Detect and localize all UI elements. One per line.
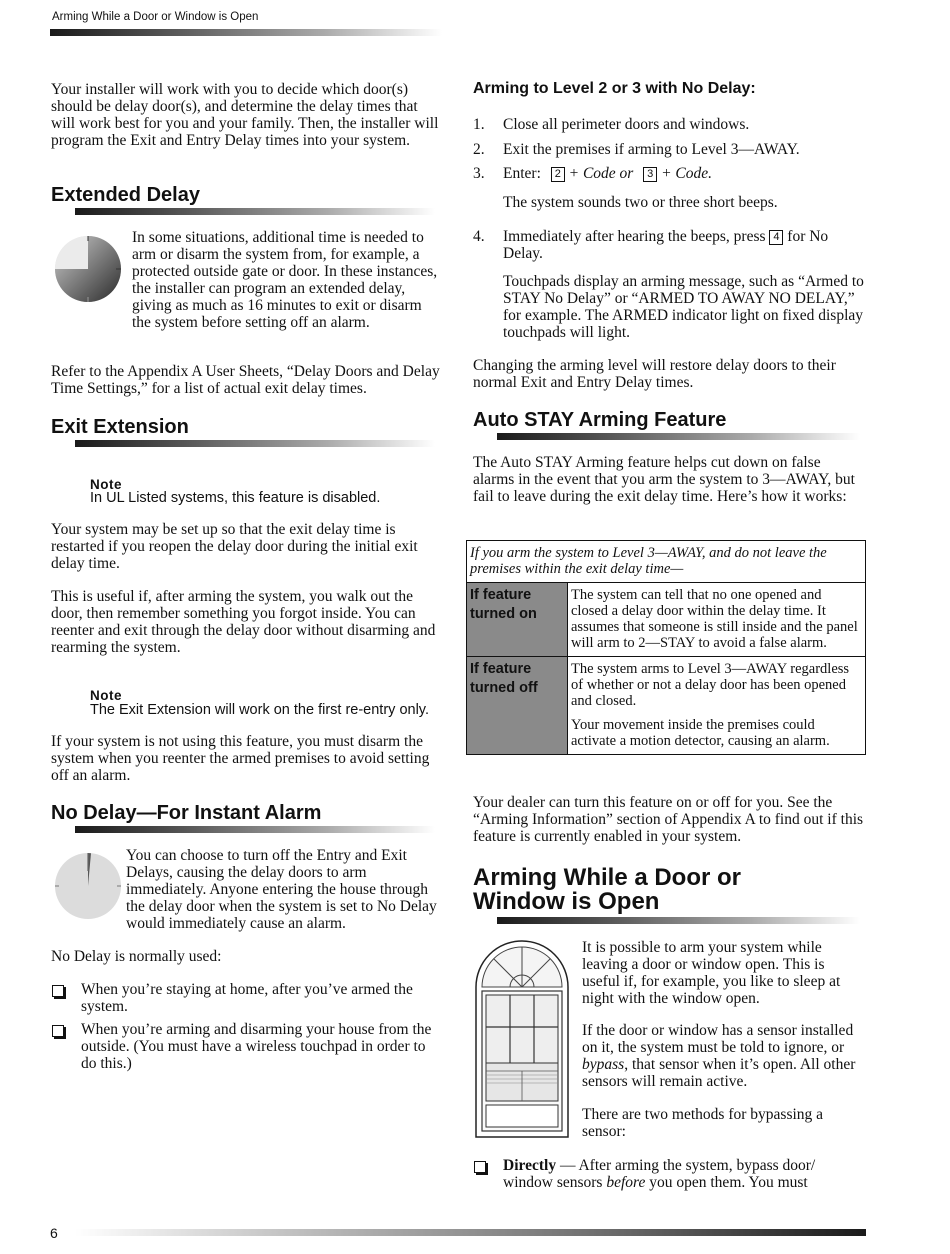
- checkbox-bullet-icon: [474, 1161, 486, 1173]
- list-item: [52, 1024, 64, 1042]
- page-number: 6: [50, 1225, 58, 1241]
- directly-bullet: [503, 1157, 865, 1191]
- bypass-emphasis: bypass: [582, 1056, 625, 1073]
- list-item: [52, 984, 64, 1002]
- step-3-line: [503, 165, 712, 182]
- no-delay-bullet-1: When you’re staying at home, after you’ve armed the system.: [81, 981, 413, 1015]
- auto-stay-table: [466, 540, 866, 755]
- feature-off-description: [568, 657, 866, 755]
- auto-stay-rule: [497, 433, 860, 440]
- step-number: 1.: [473, 116, 485, 133]
- feature-on-description: The system can tell that no one opened and closed a delay door within the delay time. It assumes that someone is still inside and the panel will arm to 2—STAY to avoid a false alarm.: [568, 583, 866, 657]
- clock-extended-delay-icon: [53, 234, 123, 304]
- extended-delay-paragraph: In some situations, additional time is needed to arm or disarm the system from, for example, a protected outside gate or door. In these instances, the installer can program an extended delay, giving as much as 16 minutes to exit or disarm the system before setting off an alarm.: [132, 229, 438, 331]
- heading-line-1: Arming While a Door or: [473, 864, 742, 891]
- key-3: 3: [643, 167, 657, 182]
- arming-open-heading: [473, 866, 741, 914]
- note-first-reentry: The Exit Extension will work on the first re-entry only.: [90, 702, 429, 718]
- step-1-text: Close all perimeter doors and windows.: [503, 116, 750, 133]
- extended-delay-rule: [75, 208, 435, 215]
- header-rule: [50, 29, 442, 36]
- exit-extension-paragraph-1: Your system may be set up so that the exit delay time is restarted if you reopen the delay door during the initial exit delay time.: [51, 521, 418, 572]
- before-emphasis: before: [606, 1174, 646, 1191]
- feature-off-text-2: Your movement inside the premises could activate a motion detector, causing an alarm.: [571, 717, 830, 749]
- dealer-paragraph: Your dealer can turn this feature on or off for you. See the “Arming Information” section of Appendix A to find out if this feature is currently enabled in your system.: [473, 794, 864, 845]
- key-4: 4: [769, 230, 783, 245]
- arming-open-paragraph-1: It is possible to arm your system while leaving a door or window open. This is useful if, for example, you like to sleep at night with the window open.: [582, 939, 841, 1007]
- exit-extension-heading: Exit Extension: [51, 416, 189, 438]
- directly-label: Directly: [503, 1157, 557, 1174]
- footer-rule: [75, 1229, 866, 1236]
- step-number: 2.: [473, 141, 485, 158]
- step-4-subtext: Touchpads display an arming message, such as “Armed to STAY No Delay” or “ARMED TO AWAY NO DELAY,” for example. The ARMED indicator light on fixed display touchpads will light.: [503, 273, 864, 341]
- arming-open-rule: [497, 917, 860, 924]
- extended-delay-heading: Extended Delay: [51, 184, 200, 206]
- note-ul-listed: In UL Listed systems, this feature is disabled.: [90, 490, 381, 506]
- table-row: [467, 541, 866, 583]
- feature-on-label: If feature turned on: [467, 583, 568, 657]
- arming-open-paragraph-2: [582, 1022, 866, 1090]
- exit-extension-rule: [75, 440, 435, 447]
- key-2: 2: [551, 167, 565, 182]
- arming-open-paragraph-3: There are two methods for bypassing a sensor:: [582, 1106, 824, 1140]
- window-illustration-icon: [474, 939, 570, 1139]
- no-delay-arming-heading: Arming to Level 2 or 3 with No Delay:: [473, 80, 756, 97]
- no-delay-heading: No Delay—For Instant Alarm: [51, 802, 322, 824]
- exit-extension-paragraph-2: This is useful if, after arming the system, you walk out the door, then remember something you forgot inside. You can reenter and exit through the delay door without disarming and rearming the system.: [51, 588, 436, 656]
- running-header: Arming While a Door or Window is Open: [52, 11, 259, 23]
- checkbox-bullet-icon: [52, 1025, 64, 1037]
- feature-off-label: If feature turned off: [467, 657, 568, 755]
- step-4-text: [503, 228, 863, 262]
- code-text: + Code.: [661, 165, 713, 182]
- step-4-lead: Immediately after hearing the beeps, press: [503, 228, 766, 245]
- table-caption: If you arm the system to Level 3—AWAY, and do not leave the premises within the exit delay time—: [467, 541, 866, 583]
- appendix-reference-paragraph: Refer to the Appendix A User Sheets, “Delay Doors and Delay Time Settings,” for a list of actual exit delay times.: [51, 363, 440, 397]
- note-label: Note: [90, 688, 122, 703]
- checkbox-bullet-icon: [52, 985, 64, 997]
- auto-stay-paragraph: The Auto STAY Arming feature helps cut down on false alarms in the event that you arm the system to 3—AWAY, but fail to leave during the exit delay time. Here’s how it works:: [473, 454, 855, 505]
- list-item: [474, 1160, 486, 1178]
- exit-extension-paragraph-3: If your system is not using this feature, you must disarm the system when you reenter the armed premises to avoid setting off an alarm.: [51, 733, 430, 784]
- directly-tail: you open them. You must: [645, 1174, 808, 1191]
- intro-paragraph: Your installer will work with you to decide which door(s) should be delay door(s), and determine the delay times that will work best for you and your family. Then, the installer will program the Exit and Entry Delay times into your system.: [51, 81, 439, 149]
- step-3-text: Enter:: [503, 165, 541, 182]
- no-delay-used-intro: No Delay is normally used:: [51, 948, 222, 965]
- step-4-tail: for No Delay.: [503, 228, 829, 262]
- heading-line-2: Window is Open: [473, 888, 660, 915]
- code-text: + Code or: [568, 165, 634, 182]
- step-3-subtext: The system sounds two or three short beeps.: [503, 194, 778, 211]
- para2-tail: , that sensor when it’s open. All other sensors will remain active.: [582, 1056, 856, 1090]
- no-delay-bullet-2: When you’re arming and disarming your house from the outside. (You must have a wireless touchpad in order to do this.): [81, 1021, 432, 1072]
- step-number: 4.: [473, 228, 485, 245]
- para2-lead: If the door or window has a sensor installed on it, the system must be told to ignore, or: [582, 1022, 854, 1056]
- feature-off-text-1: The system arms to Level 3—AWAY regardless of whether or not a delay door has been opened and closed.: [571, 661, 850, 709]
- directly-lead: — After arming the system, bypass door/ window sensors: [503, 1157, 816, 1191]
- no-delay-rule: [75, 826, 435, 833]
- step-number: 3.: [473, 165, 485, 182]
- table-row: [467, 583, 866, 657]
- step-2-text: Exit the premises if arming to Level 3—AWAY.: [503, 141, 800, 158]
- clock-no-delay-icon: [53, 851, 123, 921]
- auto-stay-heading: Auto STAY Arming Feature: [473, 409, 727, 431]
- note-label: Note: [90, 477, 122, 492]
- changing-level-paragraph: Changing the arming level will restore delay doors to their normal Exit and Entry Delay times.: [473, 357, 836, 391]
- no-delay-paragraph: You can choose to turn off the Entry and Exit Delays, causing the delay doors to arm immediately. Anyone entering the house through the delay door when the system is set to No Delay would immediately cause an alarm.: [126, 847, 437, 932]
- table-row: [467, 657, 866, 755]
